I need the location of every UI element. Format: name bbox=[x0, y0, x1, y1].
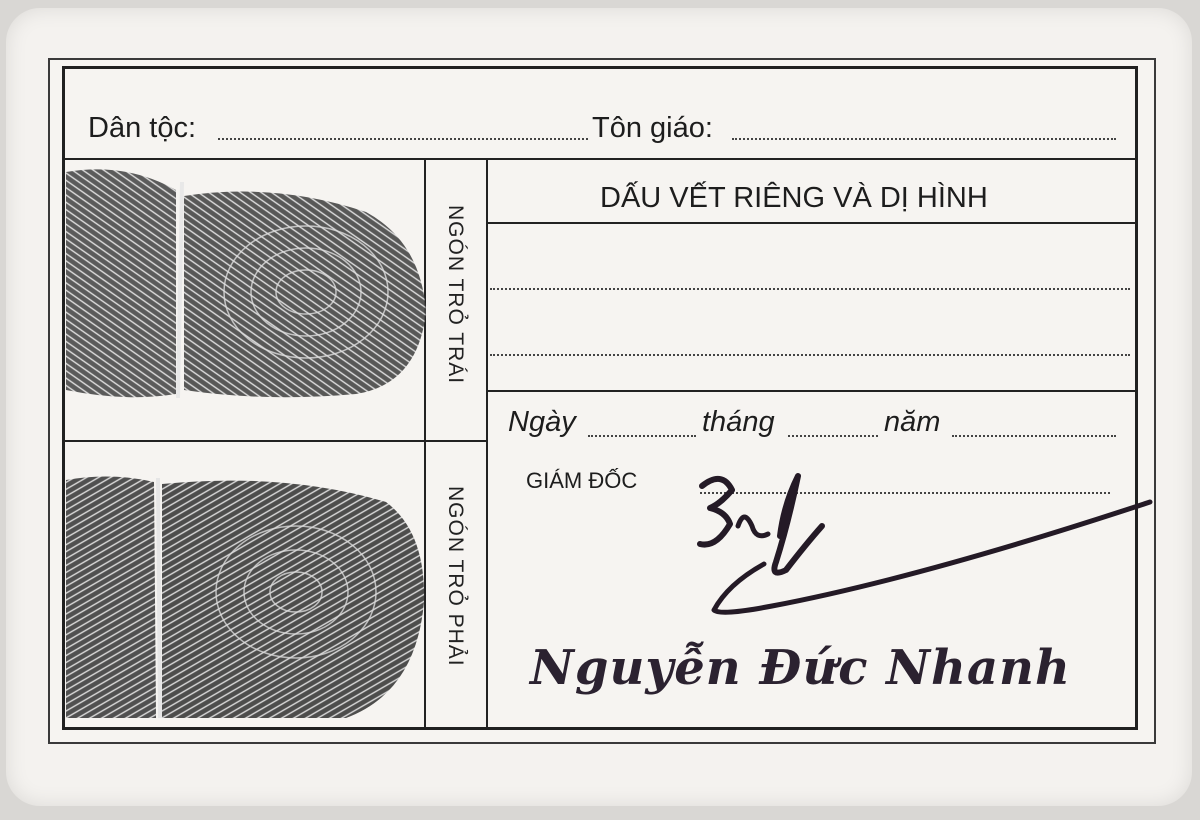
marks-line-2 bbox=[490, 354, 1130, 356]
signer-name: Nguyễn Đức Nhanh bbox=[530, 640, 1071, 696]
religion-value-line bbox=[732, 138, 1116, 140]
left-index-finger-label: NGÓN TRỎ TRÁI bbox=[444, 205, 467, 385]
year-label: năm bbox=[884, 406, 941, 438]
religion-label: Tôn giáo: bbox=[592, 112, 713, 144]
month-label: tháng bbox=[702, 406, 775, 438]
ethnicity-label: Dân tộc: bbox=[88, 112, 196, 144]
marks-section-divider bbox=[488, 390, 1136, 392]
right-index-finger-label: NGÓN TRỎ PHẢI bbox=[444, 486, 467, 667]
year-value-line bbox=[952, 435, 1116, 437]
marks-line-1 bbox=[490, 288, 1130, 290]
header-divider bbox=[64, 158, 1136, 160]
marks-title: DẤU VẾT RIÊNG VÀ DỊ HÌNH bbox=[600, 182, 988, 214]
marks-title-divider bbox=[488, 222, 1136, 224]
month-value-line bbox=[788, 435, 878, 437]
director-signature bbox=[680, 464, 1160, 634]
day-label: Ngày bbox=[508, 406, 576, 438]
ethnicity-value-line bbox=[218, 138, 588, 140]
day-value-line bbox=[588, 435, 696, 437]
fingerprint-label-column-left bbox=[424, 160, 426, 728]
fingerprint-label-column-right bbox=[486, 160, 488, 728]
right-index-fingerprint bbox=[66, 472, 424, 724]
director-title: GIÁM ĐỐC bbox=[526, 468, 638, 493]
fingerprint-row-divider bbox=[64, 440, 486, 442]
left-index-fingerprint bbox=[66, 162, 424, 438]
